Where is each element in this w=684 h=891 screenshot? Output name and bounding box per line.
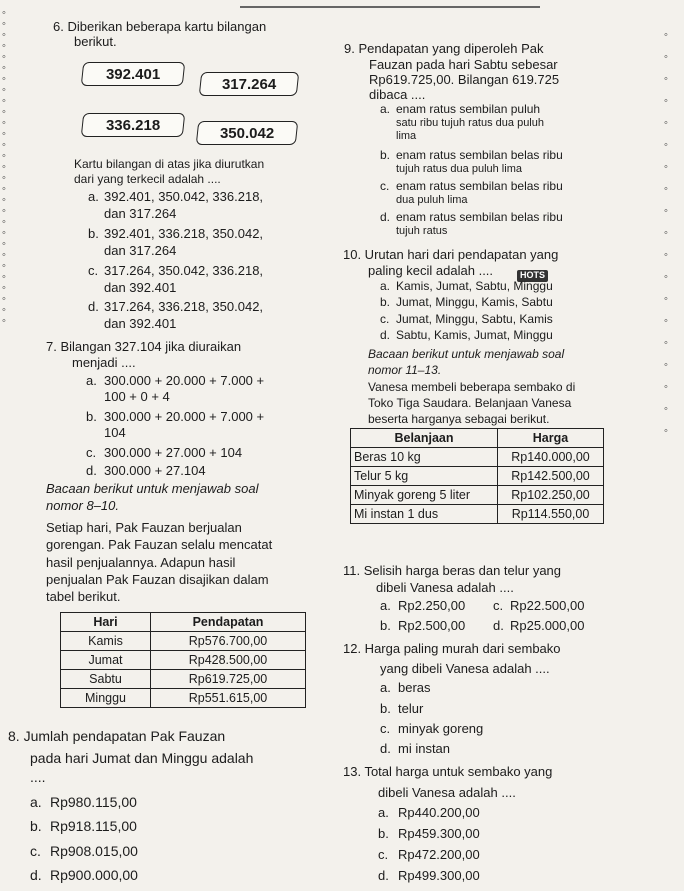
passage-heading: Bacaan berikut untuk menjawab soal <box>368 347 565 361</box>
option-label: c. <box>380 312 390 326</box>
passage-heading: nomor 11–13. <box>368 363 442 377</box>
right-binding-rings: ◦ ◦ ◦ ◦ ◦ ◦ ◦ ◦ ◦ ◦ ◦ ◦ ◦ ◦ ◦ ◦ ◦ ◦ ◦ <box>664 29 668 437</box>
table-cell: Beras 10 kg <box>351 448 498 467</box>
option-text: telur <box>398 701 424 716</box>
passage-text: hasil penjualannya. Adapun hasil <box>46 555 236 570</box>
option-text: dua puluh lima <box>396 194 468 206</box>
hots-badge: HOTS <box>513 265 548 283</box>
option-text: Rp2.500,00 <box>398 618 466 633</box>
option-text: beras <box>398 680 431 695</box>
option-text: dan 392.401 <box>104 280 177 295</box>
option-text: minyak goreng <box>398 721 484 736</box>
option-label: d. <box>30 867 42 883</box>
q6-question: 6. Diberikan beberapa kartu bilangan <box>53 19 267 34</box>
option-text: 300.000 + 27.000 + 104 <box>104 445 243 460</box>
option-text: Rp22.500,00 <box>510 598 585 613</box>
option-label: d. <box>380 328 391 342</box>
table-row <box>61 689 306 708</box>
q6-instruction: Kartu bilangan di atas jika diurutkan <box>74 157 265 171</box>
passage-text: Toko Tiga Saudara. Belanjaan Vanesa <box>368 396 572 410</box>
passage-text: Setiap hari, Pak Fauzan berjualan <box>46 520 242 535</box>
option-text: Rp908.015,00 <box>50 843 138 859</box>
left-binding-rings: ◦ ◦ ◦ ◦ ◦ ◦ ◦ ◦ ◦ ◦ ◦ ◦ ◦ ◦ ◦ ◦ ◦ ◦ ◦ ◦ ◦ ◦ ◦ ◦ ◦ ◦ ◦ ◦ ◦ <box>2 7 6 327</box>
q7-question: 7. Bilangan 327.104 jika diuraikan <box>46 339 242 354</box>
option-text: dan 392.401 <box>104 316 177 331</box>
number-card: 392.401 <box>81 62 186 86</box>
option-text: tujuh ratus <box>396 225 448 237</box>
option-text: Rp459.300,00 <box>398 826 480 841</box>
option-label: a. <box>88 189 99 204</box>
option-text: tujuh ratus dua puluh lima <box>396 163 522 175</box>
option-label: a. <box>380 598 391 613</box>
option-text: Rp440.200,00 <box>398 805 480 820</box>
option-text: Rp472.200,00 <box>398 847 480 862</box>
option-label: b. <box>86 409 97 424</box>
option-text: enam ratus sembilan puluh <box>396 102 541 116</box>
passage-text: tabel berikut. <box>46 589 121 604</box>
option-label: c. <box>88 263 99 278</box>
option-text: Rp499.300,00 <box>398 868 480 883</box>
table-header-row <box>351 429 604 448</box>
revenue-table <box>60 612 306 708</box>
table-row <box>351 505 604 524</box>
option-text: 317.264, 336.218, 350.042, <box>104 299 264 314</box>
option-text: Rp980.115,00 <box>50 794 137 810</box>
option-text: lima <box>396 130 417 142</box>
table-cell: Kamis <box>61 632 151 651</box>
table-cell: Rp102.250,00 <box>498 486 604 505</box>
option-label: a. <box>30 794 42 810</box>
option-label: a. <box>86 373 97 388</box>
table-row <box>61 632 306 651</box>
q13-question: 13. Total harga untuk sembako yang <box>343 764 553 779</box>
number-card: 317.264 <box>199 72 300 96</box>
table-cell: Minyak goreng 5 liter <box>351 486 498 505</box>
table-cell: Rp140.000,00 <box>498 448 604 467</box>
passage-text: beserta harganya sebagai berikut. <box>368 412 550 426</box>
option-label: c. <box>380 179 390 193</box>
table-header: Hari <box>61 613 151 632</box>
q9-question: dibaca .... <box>369 87 426 102</box>
option-text: Jumat, Minggu, Kamis, Sabtu <box>396 295 553 309</box>
q11-question: 11. Selisih harga beras dan telur yang <box>343 563 562 578</box>
option-text: enam ratus sembilan belas ribu <box>396 210 563 224</box>
number-card: 336.218 <box>81 113 186 137</box>
q12-question: 12. Harga paling murah dari sembako <box>343 641 561 656</box>
option-label: a. <box>380 279 391 293</box>
option-label: c. <box>493 598 504 613</box>
option-label: b. <box>380 618 391 633</box>
passage-heading: nomor 8–10. <box>46 498 119 513</box>
option-text: Jumat, Minggu, Sabtu, Kamis <box>396 312 553 326</box>
table-cell: Rp114.550,00 <box>498 505 604 524</box>
table-cell: Rp551.615,00 <box>151 689 306 708</box>
q6-question-cont: berikut. <box>74 34 117 49</box>
q11-question: dibeli Vanesa adalah .... <box>376 580 514 595</box>
option-label: b. <box>380 295 391 309</box>
option-label: c. <box>86 445 97 460</box>
option-label: d. <box>493 618 504 633</box>
option-label: b. <box>378 826 389 841</box>
option-text: 300.000 + 20.000 + 7.000 + <box>104 373 265 388</box>
table-row <box>351 467 604 486</box>
table-cell: Mi instan 1 dus <box>351 505 498 524</box>
option-text: dan 317.264 <box>104 206 177 221</box>
option-label: a. <box>380 680 391 695</box>
passage-text: gorengan. Pak Fauzan selalu mencatat <box>46 537 273 552</box>
table-cell: Rp619.725,00 <box>151 670 306 689</box>
passage-text: Vanesa membeli beberapa sembako di <box>368 380 576 394</box>
q10-question: paling kecil adalah .... <box>368 263 494 278</box>
passage-text: penjualan Pak Fauzan disajikan dalam <box>46 572 269 587</box>
table-header: Pendapatan <box>151 613 306 632</box>
option-label: b. <box>88 226 99 241</box>
option-label: a. <box>380 102 391 116</box>
table-cell: Rp576.700,00 <box>151 632 306 651</box>
table-header: Harga <box>498 429 604 448</box>
option-label: c. <box>380 721 391 736</box>
table-header-row <box>61 613 306 632</box>
option-text: 100 + 0 + 4 <box>104 389 170 404</box>
q9-question: 9. Pendapatan yang diperoleh Pak <box>344 41 544 56</box>
option-text: 300.000 + 27.104 <box>104 463 206 478</box>
option-text: Kamis, Jumat, Sabtu, Minggu <box>396 279 553 293</box>
q7-question-cont: menjadi .... <box>72 355 136 370</box>
table-row <box>61 651 306 670</box>
top-rule <box>240 6 540 8</box>
table-cell: Minggu <box>61 689 151 708</box>
option-text: Rp25.000,00 <box>510 618 585 633</box>
option-text: Rp900.000,00 <box>50 867 138 883</box>
option-label: a. <box>378 805 389 820</box>
table-row <box>61 670 306 689</box>
number-card: 350.042 <box>196 121 299 145</box>
option-text: dan 317.264 <box>104 243 177 258</box>
q12-question: yang dibeli Vanesa adalah .... <box>380 661 550 676</box>
option-text: enam ratus sembilan belas ribu <box>396 148 563 162</box>
option-label: b. <box>380 148 391 162</box>
q8-question: pada hari Jumat dan Minggu adalah <box>30 750 254 766</box>
option-text: satu ribu tujuh ratus dua puluh <box>396 117 544 129</box>
table-row <box>351 486 604 505</box>
table-cell: Telur 5 kg <box>351 467 498 486</box>
table-cell: Sabtu <box>61 670 151 689</box>
option-text: 104 <box>104 425 126 440</box>
option-text: enam ratus sembilan belas ribu <box>396 179 563 193</box>
option-label: b. <box>30 818 42 834</box>
q8-question: .... <box>30 769 46 785</box>
option-text: 317.264, 350.042, 336.218, <box>104 263 264 278</box>
option-text: mi instan <box>398 741 451 756</box>
option-label: c. <box>378 847 389 862</box>
q10-question: 10. Urutan hari dari pendapatan yang <box>343 247 559 262</box>
q6-instruction: dari yang terkecil adalah .... <box>74 172 221 186</box>
option-label: d. <box>86 463 97 478</box>
passage-heading: Bacaan berikut untuk menjawab soal <box>46 481 259 496</box>
option-label: d. <box>378 868 389 883</box>
option-text: Sabtu, Kamis, Jumat, Minggu <box>396 328 553 342</box>
option-text: 392.401, 336.218, 350.042, <box>104 226 264 241</box>
table-cell: Rp142.500,00 <box>498 467 604 486</box>
option-text: 300.000 + 20.000 + 7.000 + <box>104 409 265 424</box>
option-label: d. <box>380 741 391 756</box>
table-row <box>351 448 604 467</box>
option-label: d. <box>88 299 99 314</box>
option-text: 392.401, 350.042, 336.218, <box>104 189 264 204</box>
q8-question: 8. Jumlah pendapatan Pak Fauzan <box>8 728 226 744</box>
table-header: Belanjaan <box>351 429 498 448</box>
option-label: b. <box>380 701 391 716</box>
option-label: c. <box>30 843 41 859</box>
option-text: Rp918.115,00 <box>50 818 137 834</box>
q13-question: dibeli Vanesa adalah .... <box>378 785 516 800</box>
table-cell: Rp428.500,00 <box>151 651 306 670</box>
q9-question: Fauzan pada hari Sabtu sebesar <box>369 57 558 72</box>
option-label: d. <box>380 210 391 224</box>
q9-question: Rp619.725,00. Bilangan 619.725 <box>369 72 560 87</box>
option-text: Rp2.250,00 <box>398 598 466 613</box>
table-cell: Jumat <box>61 651 151 670</box>
shopping-table <box>350 428 604 524</box>
